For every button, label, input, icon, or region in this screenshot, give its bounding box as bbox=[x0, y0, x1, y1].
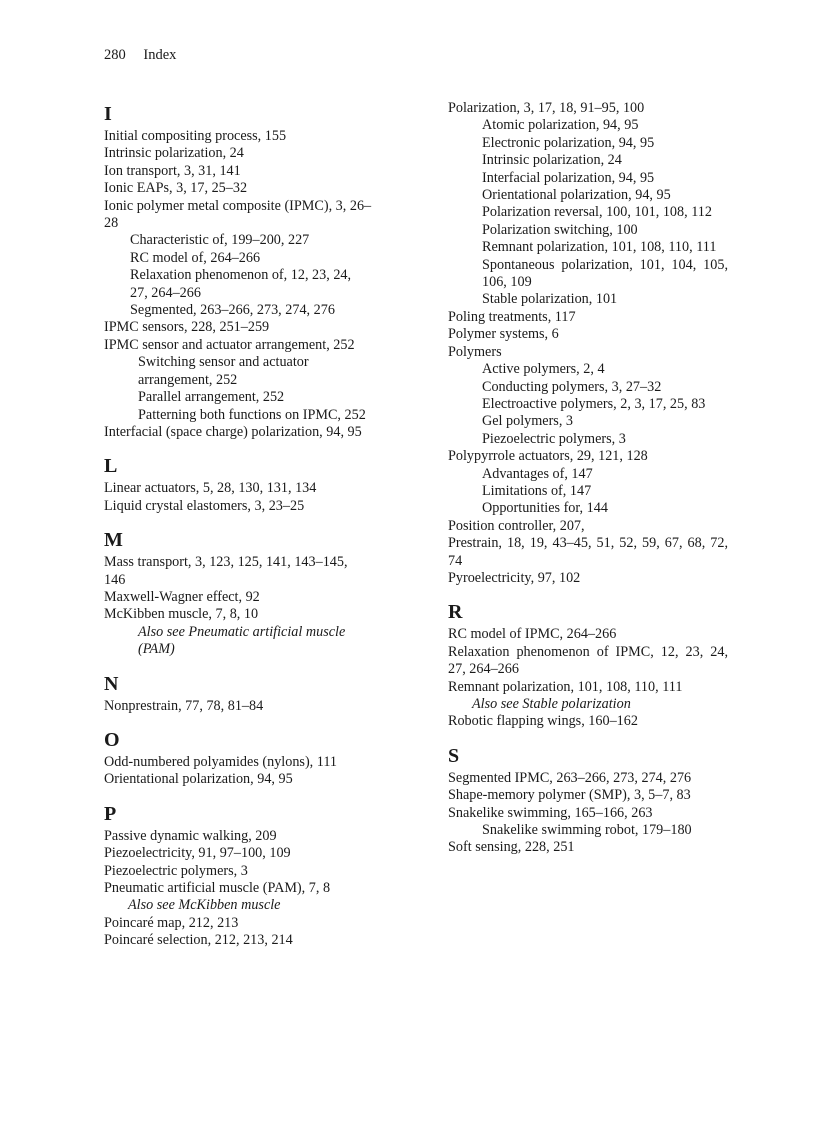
index-subentry: Remnant polarization, 101, 108, 110, 111 bbox=[482, 239, 717, 256]
index-entry: Initial compositing process, 155 bbox=[104, 128, 287, 144]
index-entry: Nonprestrain, 77, 78, 81–84 bbox=[104, 697, 264, 714]
index-subentry: Intrinsic polarization, 24 bbox=[482, 152, 622, 169]
page-number: 280 bbox=[104, 47, 126, 63]
index-entry: Relaxation phenomenon of IPMC, 12, 23, 24, 27, 264–266 bbox=[448, 643, 728, 678]
section-letter: I bbox=[104, 103, 112, 125]
see-also-note: Also see Stable polarization bbox=[472, 696, 631, 712]
index-entry: Maxwell-Wagner effect, 92 bbox=[104, 588, 260, 605]
index-subentry: Spontaneous polarization, 101, 104, 105, 106, 109 bbox=[482, 256, 728, 291]
index-subentry: Conducting polymers, 3, 27–32 bbox=[482, 378, 662, 395]
index-entry: Passive dynamic walking, 209 bbox=[104, 827, 277, 844]
index-entry: Polymers bbox=[448, 343, 502, 360]
running-header bbox=[104, 47, 176, 64]
section-letter: N bbox=[104, 672, 119, 695]
index-entry: Shape-memory polymer (SMP), 3, 5–7, 83 bbox=[448, 787, 691, 804]
index-entry: Piezoelectricity, 91, 97–100, 109 bbox=[104, 845, 291, 862]
index-subentry: Opportunities for, 144 bbox=[482, 500, 608, 517]
index-entry: Pyroelectricity, 97, 102 bbox=[448, 569, 581, 586]
index-subentry: Snakelike swimming robot, 179–180 bbox=[482, 822, 692, 839]
header-title: Index bbox=[143, 47, 177, 63]
index-entry: Intrinsic polarization, 24 bbox=[104, 145, 244, 162]
index-entry: Piezoelectric polymers, 3 bbox=[104, 862, 248, 879]
index-section bbox=[104, 674, 372, 715]
index-subentry: Gel polymers, 3 bbox=[482, 413, 574, 430]
index-entry: Poincaré selection, 212, 213, 214 bbox=[104, 932, 293, 949]
index-column-left bbox=[104, 100, 372, 965]
index-section bbox=[104, 456, 372, 515]
index-subentry: Orientational polarization, 94, 95 bbox=[482, 187, 671, 204]
index-entry: Prestrain, 18, 19, 43–45, 51, 52, 59, 67, 68, 72, 74 bbox=[448, 535, 728, 569]
index-subentry: Switching sensor and actuator arrangement, 252 bbox=[138, 354, 309, 388]
index-entry: Pneumatic artificial muscle (PAM), 7, 8 bbox=[104, 880, 331, 896]
index-subentry: Polarization reversal, 100, 101, 108, 112 bbox=[482, 204, 712, 221]
index-subentry: Interfacial polarization, 94, 95 bbox=[482, 169, 655, 186]
index-entry: Soft sensing, 228, 251 bbox=[448, 839, 575, 856]
index-subentry: Patterning both functions on IPMC, 252 bbox=[138, 406, 366, 423]
index-entry: Poling treatments, 117 bbox=[448, 308, 576, 325]
index-entry: Orientational polarization, 94, 95 bbox=[104, 771, 293, 788]
index-entry: Robotic flapping wings, 160–162 bbox=[448, 713, 638, 730]
index-entry: IPMC sensor and actuator arrangement, 252 bbox=[104, 336, 355, 353]
index-entry: McKibben muscle, 7, 8, 10 bbox=[104, 606, 259, 623]
index-entry: Ion transport, 3, 31, 141 bbox=[104, 162, 241, 179]
index-section bbox=[104, 730, 372, 789]
index-entry: Snakelike swimming, 165–166, 263 bbox=[448, 804, 653, 821]
index-section bbox=[448, 100, 728, 587]
index-column-right bbox=[448, 100, 728, 872]
index-subentry: RC model of, 264–266 bbox=[130, 249, 261, 266]
index-subentry: Segmented, 263–266, 273, 274, 276 bbox=[130, 302, 335, 319]
index-entry: Remnant polarization, 101, 108, 110, 111 bbox=[448, 678, 683, 695]
index-entry: Ionic polymer metal composite (IPMC), 3, 26–28 bbox=[104, 197, 372, 232]
index-entry: Polypyrrole actuators, 29, 121, 128 bbox=[448, 448, 648, 465]
section-letter: O bbox=[104, 728, 120, 751]
index-subentry: Atomic polarization, 94, 95 bbox=[482, 117, 639, 134]
index-entry: Odd-numbered polyamides (nylons), 111 bbox=[104, 753, 337, 770]
index-subentry: Active polymers, 2, 4 bbox=[482, 361, 605, 378]
section-letter: P bbox=[104, 802, 117, 825]
index-entry: Ionic EAPs, 3, 17, 25–32 bbox=[104, 180, 248, 197]
index-entry: Mass transport, 3, 123, 125, 141, 143–145, 146 bbox=[104, 554, 348, 588]
index-section bbox=[448, 602, 728, 730]
index-subentry: Advantages of, 147 bbox=[482, 465, 593, 482]
index-subentry: Relaxation phenomenon of, 12, 23, 24, 27, 264–266 bbox=[130, 267, 352, 301]
section-letter: S bbox=[448, 744, 460, 767]
index-section bbox=[104, 804, 372, 950]
index-subentry: Stable polarization, 101 bbox=[482, 291, 618, 308]
index-subentry: Limitations of, 147 bbox=[482, 482, 592, 499]
index-section bbox=[448, 746, 728, 857]
index-entry: Poincaré map, 212, 213 bbox=[104, 914, 239, 931]
index-entry: Position controller, 207, bbox=[448, 517, 585, 534]
index-subentry: Electronic polarization, 94, 95 bbox=[482, 134, 655, 151]
index-subentry: Polarization switching, 100 bbox=[482, 221, 638, 238]
index-entry: Segmented IPMC, 263–266, 273, 274, 276 bbox=[448, 769, 692, 786]
index-subentry: Parallel arrangement, 252 bbox=[138, 389, 285, 406]
index-subentry: Piezoelectric polymers, 3 bbox=[482, 430, 626, 447]
index-subentry: Characteristic of, 199–200, 227 bbox=[130, 232, 310, 249]
index-entry: Linear actuators, 5, 28, 130, 131, 134 bbox=[104, 480, 317, 497]
index-section bbox=[104, 104, 372, 441]
section-letter: L bbox=[104, 455, 118, 478]
index-entry: Polarization, 3, 17, 18, 91–95, 100 bbox=[448, 100, 645, 116]
see-also-note: Also see McKibben muscle bbox=[128, 897, 281, 914]
section-letter: R bbox=[448, 601, 463, 624]
see-also-note: Also see Pneumatic artificial muscle (PAM) bbox=[138, 623, 346, 658]
index-entry: IPMC sensors, 228, 251–259 bbox=[104, 319, 270, 336]
index-entry: Polymer systems, 6 bbox=[448, 326, 559, 343]
index-entry: Liquid crystal elastomers, 3, 23–25 bbox=[104, 497, 305, 514]
index-section bbox=[104, 530, 372, 658]
index-entry: RC model of IPMC, 264–266 bbox=[448, 626, 617, 643]
section-letter: M bbox=[104, 529, 123, 552]
index-subentry: Electroactive polymers, 2, 3, 17, 25, 83 bbox=[482, 395, 706, 412]
index-entry: Interfacial (space charge) polarization, 94, 95 bbox=[104, 423, 362, 440]
